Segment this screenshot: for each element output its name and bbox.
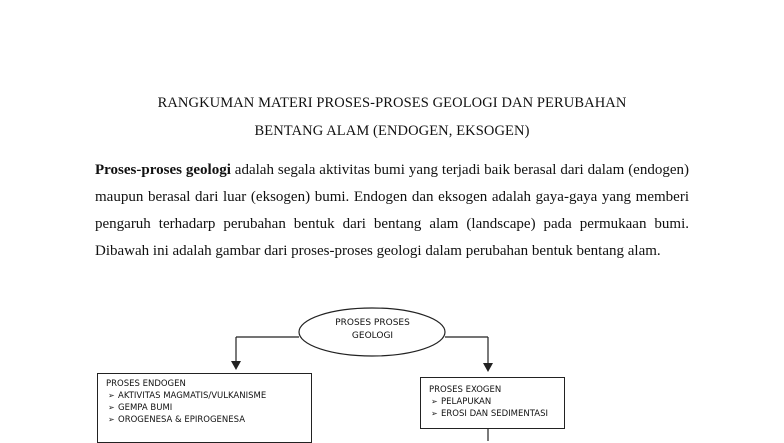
paragraph-bold-term: Proses-proses geologi [95, 162, 231, 178]
bullet-arrow-icon: ➢ [431, 409, 438, 418]
bullet-arrow-icon: ➢ [108, 403, 115, 412]
arrowhead-left [231, 361, 241, 370]
list-item: ➢ GEMPA BUMI [108, 403, 173, 413]
endogen-box [97, 373, 312, 443]
paragraph-body: adalah segala aktivitas bumi yang terjadi baik berasal dari dalam (endogen) maupun berasal dari luar (eksogen) bumi. Endogen dan eksogen adalah gaya-gaya yang memberi pengaruh terhadarp perubahan bentuk dari bentang alam (landscape) pada permukaan bumi. Dibawah ini adalah gambar dari proses-proses geologi dalam perubahan bentuk bentang alam. [95, 162, 689, 259]
bullet-arrow-icon: ➢ [431, 397, 438, 406]
root-node-label [300, 317, 445, 343]
eksogen-title: PROSES EXOGEN [429, 385, 502, 395]
endogen-list [106, 390, 303, 426]
list-item: ➢ OROGENESA & EPIROGENESA [108, 415, 246, 425]
bullet-arrow-icon: ➢ [108, 391, 115, 400]
list-item: ➢ EROSI DAN SEDIMENTASI [431, 409, 548, 419]
list-item: ➢ AKTIVITAS MAGMATIS/VULKANISME [108, 391, 267, 401]
root-node-line-2: GEOLOGI [351, 331, 394, 341]
list-item: ➢ PELAPUKAN [431, 397, 492, 407]
bullet-arrow-icon: ➢ [108, 415, 115, 424]
document-title-line-2: BENTANG ALAM (ENDOGEN, EKSOGEN) [254, 123, 530, 139]
root-node-line-1: PROSES PROSES [335, 318, 410, 328]
eksogen-box [420, 377, 565, 429]
endogen-title: PROSES ENDOGEN [106, 379, 186, 389]
document-title-line-1: RANGKUMAN MATERI PROSES-PROSES GEOLOGI DAN PERUBAHAN [157, 95, 627, 111]
eksogen-list [429, 396, 556, 420]
arrowhead-right [483, 363, 493, 372]
